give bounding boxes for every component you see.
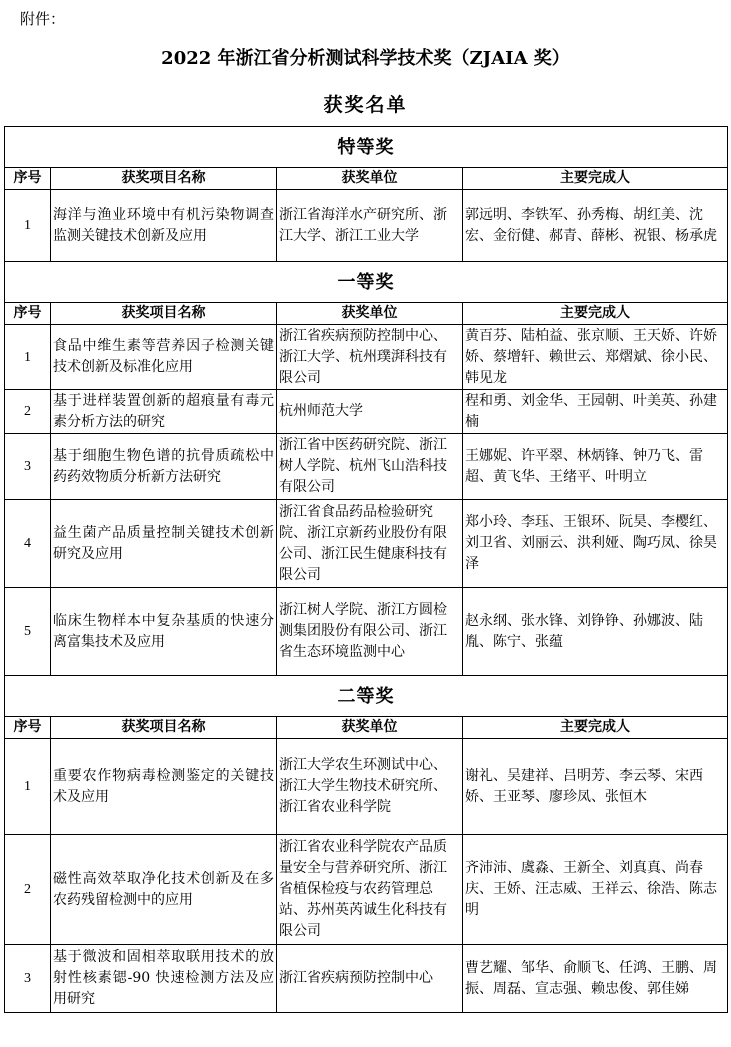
table-row [5,390,728,434]
project-name: 海洋与渔业环境中有机污染物调查监测关键技术创新及应用 [51,190,277,262]
column-header-unit: 获奖单位 [277,303,463,325]
row-number: 3 [5,945,51,1013]
row-number: 3 [5,434,51,500]
column-header-people: 主要完成人 [463,717,728,739]
column-header-unit: 获奖单位 [277,717,463,739]
award-unit: 浙江省中医药研究院、浙江树人学院、杭州飞山浩科技有限公司 [277,434,463,500]
table-row [5,325,728,390]
award-unit: 浙江省食品药品检验研究院、浙江京新药业股份有限公司、浙江民生健康科技有限公司 [277,500,463,588]
award-unit: 浙江省疾病预防控制中心 [277,945,463,1013]
main-contributors: 黄百芬、陆柏益、张京顺、王天娇、许娇娇、蔡增轩、赖世云、郑熠斌、徐小民、韩见龙 [463,325,728,390]
table-row [5,500,728,588]
row-number: 1 [5,190,51,262]
main-contributors: 程和勇、刘金华、王园朝、叶美英、孙建楠 [463,390,728,434]
project-name: 益生菌产品质量控制关键技术创新研究及应用 [51,500,277,588]
main-contributors: 赵永纲、张水锋、刘铮铮、孙娜波、陆胤、陈宁、张蕴 [463,588,728,676]
project-name: 基于细胞生物色谱的抗骨质疏松中药药效物质分析新方法研究 [51,434,277,500]
project-name: 基于微波和固相萃取联用技术的放射性核素锶-90 快速检测方法及应用研究 [51,945,277,1013]
project-name: 临床生物样本中复杂基质的快速分离富集技术及应用 [51,588,277,676]
table-row [5,835,728,945]
table-row [5,739,728,835]
row-number: 2 [5,390,51,434]
row-number: 2 [5,835,51,945]
category-heading: 特等奖 [5,127,728,168]
award-unit: 浙江省疾病预防控制中心、浙江大学、杭州璞湃科技有限公司 [277,325,463,390]
column-header-project: 获奖项目名称 [51,303,277,325]
document-subtitle: 获奖名单 [323,94,408,116]
document-title: 2022 年浙江省分析测试科学技术奖（ZJAIA 奖） [161,48,570,69]
row-number: 4 [5,500,51,588]
award-unit: 浙江省农业科学院农产品质量安全与营养研究所、浙江省植保检疫与农药管理总站、苏州英芮诚生化科技有限公司 [277,835,463,945]
table-row [5,588,728,676]
row-number: 1 [5,325,51,390]
project-name: 磁性高效萃取净化技术创新及在多农药残留检测中的应用 [51,835,277,945]
row-number: 5 [5,588,51,676]
award-unit: 杭州师范大学 [277,390,463,434]
column-header-no: 序号 [5,303,51,325]
main-contributors: 郭远明、李铁军、孙秀梅、胡红美、沈宏、金衍健、郝青、薛彬、祝银、杨承虎 [463,190,728,262]
project-name: 基于进样装置创新的超痕量有毒元素分析方法的研究 [51,390,277,434]
award-unit: 浙江树人学院、浙江方圆检测集团股份有限公司、浙江省生态环境监测中心 [277,588,463,676]
award-unit: 浙江大学农生环测试中心、浙江大学生物技术研究所、浙江省农业科学院 [277,739,463,835]
column-header-unit: 获奖单位 [277,168,463,190]
category-heading: 二等奖 [5,676,728,717]
table-row [5,190,728,262]
category-heading: 一等奖 [5,262,728,303]
column-header-project: 获奖项目名称 [51,717,277,739]
main-contributors: 齐沛沛、虞淼、王新全、刘真真、尚春庆、王娇、汪志威、王祥云、徐浩、陈志明 [463,835,728,945]
column-header-project: 获奖项目名称 [51,168,277,190]
column-header-people: 主要完成人 [463,168,728,190]
table-row [5,945,728,1013]
attachment-label: 附件： [20,10,66,28]
main-contributors: 谢礼、吴建祥、吕明芳、李云琴、宋西娇、王亚琴、廖珍凤、张恒木 [463,739,728,835]
column-header-no: 序号 [5,168,51,190]
project-name: 重要农作物病毒检测鉴定的关键技术及应用 [51,739,277,835]
main-contributors: 郑小玲、李珏、王银环、阮昊、李樱红、刘卫省、刘丽云、洪利娅、陶巧凤、徐昊泽 [463,500,728,588]
table-row [5,434,728,500]
row-number: 1 [5,739,51,835]
column-header-people: 主要完成人 [463,303,728,325]
column-header-no: 序号 [5,717,51,739]
project-name: 食品中维生素等营养因子检测关键技术创新及标准化应用 [51,325,277,390]
award-table [4,126,728,1013]
main-contributors: 曹艺耀、邹华、俞顺飞、任鸿、王鹏、周振、周磊、宣志强、赖忠俊、郭佳娣 [463,945,728,1013]
main-contributors: 王娜妮、许平翠、林炳锋、钟乃飞、雷超、黄飞华、王绪平、叶明立 [463,434,728,500]
award-unit: 浙江省海洋水产研究所、浙江大学、浙江工业大学 [277,190,463,262]
